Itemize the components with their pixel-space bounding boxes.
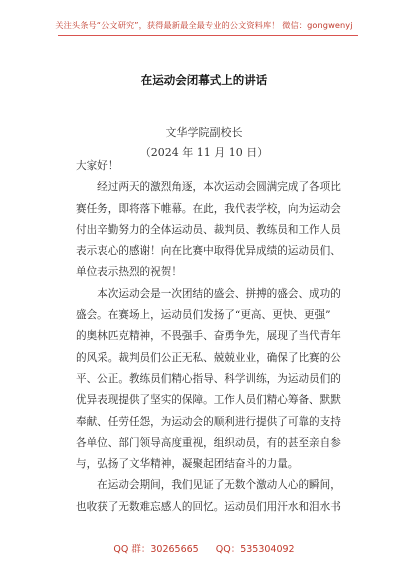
document-body: [76, 156, 356, 518]
body-line: 经过两天的激烈角逐，本次运动会圆满完成了各项比: [76, 181, 341, 194]
body-line: 奉献、任劳任怨，为运动会的顺利进行提供了可靠的支持: [76, 415, 341, 428]
body-line: 表示衷心的感谢！向在比赛中取得优异成绩的运动员们、: [76, 245, 341, 258]
footer-contact: [0, 541, 408, 555]
footer-qq-group: QQ 群：30265665: [113, 544, 199, 555]
body-line: 大家好！: [76, 160, 119, 172]
body-line: 与，弘扬了文华精神，凝聚起团结奋斗的力量。: [76, 458, 299, 471]
document-title: 在运动会闭幕式上的讲话: [140, 73, 268, 87]
header-promo-note: 关注头条号“公文研究”，获得最新最全最专业的公文资料库！ 微信：gongwenyj: [55, 20, 353, 30]
body-line: 赛任务，即将落下帷幕。在此，我代表学校，向为运动会: [76, 202, 341, 215]
body-line: 平、公正。教练员们精心指导、科学训练，为运动员们的: [76, 372, 341, 385]
body-line: 的风采。裁判员们公正无私、兢兢业业，确保了比赛的公: [76, 351, 341, 364]
footer-qq-number: QQ：535304092: [215, 544, 295, 555]
body-line: 优异表现提供了坚实的保障。工作人员们精心筹备、默默: [76, 394, 341, 407]
document-author: 文华学院副校长: [165, 126, 243, 139]
body-line: 在运动会期间，我们见证了无数个激动人心的瞬间，: [76, 479, 341, 492]
body-line: 各单位、部门领导高度重视，组织动员，有的甚至亲自参: [76, 436, 341, 449]
header-divider: [58, 35, 358, 36]
body-line: 单位表示热烈的祝贺！: [76, 266, 182, 279]
body-line: 的奥林匹克精神，不畏强手、奋勇争先，展现了当代青年: [76, 330, 341, 343]
document-date: （2024 年 11 月 10 日）: [139, 146, 269, 159]
body-line: 也收获了无数难忘感人的回忆。运动员们用汗水和泪水书: [76, 500, 341, 513]
body-line: 付出辛勤努力的全体运动员、裁判员、教练员和工作人员: [76, 223, 341, 236]
body-line: 盛会。在赛场上，运动员们发扬了“更高、更快、更强”: [76, 309, 331, 322]
body-line: 本次运动会是一次团结的盛会、拼搏的盛会、成功的: [76, 287, 341, 300]
